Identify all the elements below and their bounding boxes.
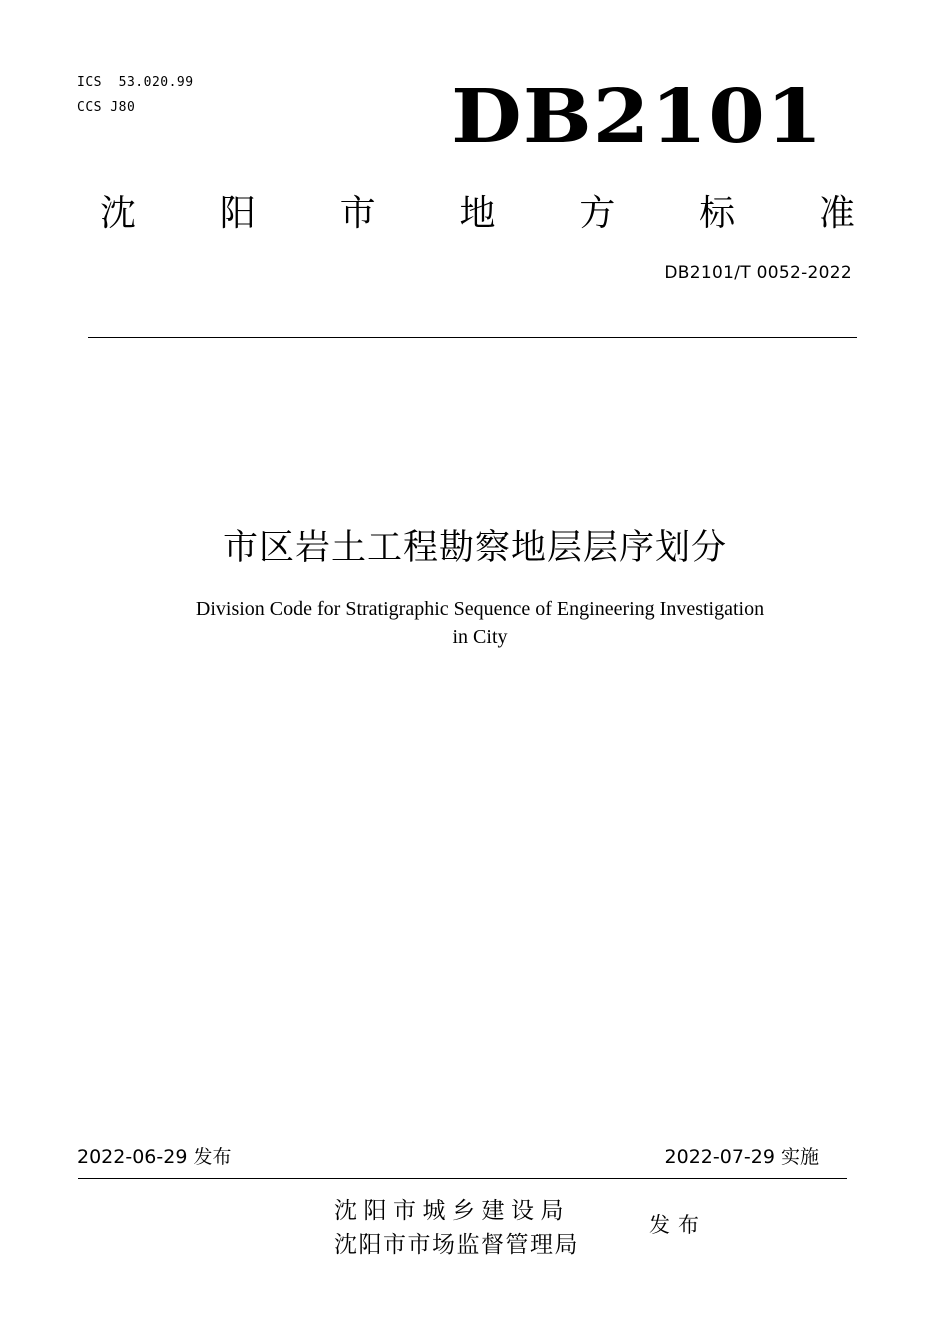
db-code-title: DB2101	[451, 74, 824, 160]
document-title-chinese: 市区岩土工程勘察地层层序划分	[222, 528, 727, 568]
title-english-line-2: in City	[452, 626, 508, 648]
standard-type-char: 市	[339, 193, 376, 234]
publish-date: 2022-06-29 发布	[77, 1146, 232, 1168]
footer-divider	[78, 1178, 847, 1179]
standard-type	[100, 192, 855, 236]
header-divider	[88, 337, 857, 338]
standard-type-char: 沈	[100, 193, 137, 234]
implement-date: 2022-07-29 实施	[664, 1146, 819, 1168]
issuer-market-supervision-bureau: 沈阳市市场监督管理局	[334, 1232, 579, 1258]
title-english-line-1: Division Code for Stratigraphic Sequence of Engineering Investigation	[195, 598, 765, 620]
document-title-english	[140, 595, 820, 651]
ccs-code: CCS J80	[77, 100, 136, 115]
standard-type-char: 阳	[219, 193, 256, 234]
issue-label: 发布	[649, 1213, 707, 1237]
standard-type-char: 标	[699, 193, 736, 234]
standard-number: DB2101/T 0052-2022	[664, 263, 852, 283]
issuer-construction-bureau: 沈阳市城乡建设局	[334, 1198, 570, 1224]
standard-type-char: 准	[818, 193, 855, 234]
standard-type-char: 地	[459, 193, 496, 234]
standard-type-char: 方	[579, 193, 616, 234]
ics-code: ICS 53.020.99	[77, 75, 194, 90]
